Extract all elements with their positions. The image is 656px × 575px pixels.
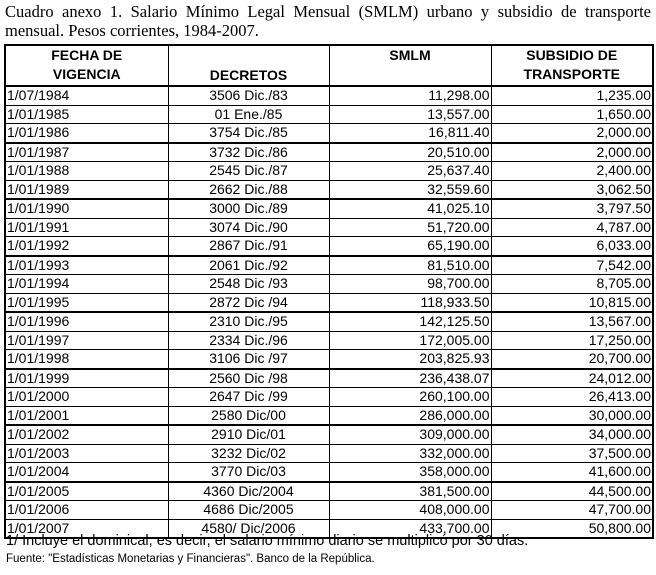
- subsidio-cell: 17,250.00: [491, 331, 653, 350]
- fecha-cell: 1/01/1988: [5, 162, 168, 181]
- fecha-cell: 1/01/1987: [5, 143, 168, 162]
- subsidio-cell: 3,062.50: [491, 180, 653, 199]
- header-smlm: SMLM: [329, 45, 491, 86]
- fecha-cell: 1/01/2003: [5, 444, 168, 463]
- fecha-cell: 1/01/1986: [5, 124, 168, 143]
- decreto-cell: 3074 Dic./90: [168, 218, 329, 237]
- subsidio-cell: 47,700.00: [491, 501, 653, 520]
- table-row: [5, 143, 653, 162]
- table-body: [5, 86, 653, 538]
- smlm-cell: 309,000.00: [329, 425, 491, 444]
- smlm-cell: 32,559.60: [329, 180, 491, 199]
- smlm-cell: 236,438.07: [329, 369, 491, 388]
- smlm-cell: 41,025.10: [329, 199, 491, 218]
- subsidio-cell: 41,600.00: [491, 463, 653, 482]
- smlm-cell: 25,637.40: [329, 162, 491, 181]
- fecha-cell: 1/01/2001: [5, 406, 168, 425]
- table-row: [5, 162, 653, 181]
- fecha-cell: 1/01/1993: [5, 256, 168, 275]
- table-row: [5, 199, 653, 218]
- table-row: [5, 444, 653, 463]
- table-row: [5, 124, 653, 143]
- subsidio-cell: 1,235.00: [491, 86, 653, 105]
- table-row: [5, 218, 653, 237]
- fecha-cell: 1/01/2006: [5, 501, 168, 520]
- table-row: [5, 501, 653, 520]
- table-row: [5, 406, 653, 425]
- fecha-cell: 1/01/1994: [5, 275, 168, 294]
- smlm-cell: 332,000.00: [329, 444, 491, 463]
- subsidio-cell: 20,700.00: [491, 350, 653, 369]
- subsidio-cell: 34,000.00: [491, 425, 653, 444]
- subsidio-cell: 24,012.00: [491, 369, 653, 388]
- subsidio-cell: 13,567.00: [491, 312, 653, 331]
- decreto-cell: 2310 Dic./95: [168, 312, 329, 331]
- fecha-cell: 1/01/1990: [5, 199, 168, 218]
- decreto-cell: 2334 Dic./96: [168, 331, 329, 350]
- subsidio-cell: 4,787.00: [491, 218, 653, 237]
- subsidio-cell: 2,400.00: [491, 162, 653, 181]
- decreto-cell: 2061 Dic./92: [168, 256, 329, 275]
- decreto-cell: 2867 Dic./91: [168, 237, 329, 256]
- smlm-cell: 51,720.00: [329, 218, 491, 237]
- fecha-cell: 1/01/2005: [5, 482, 168, 501]
- footnote: 1/ Incluye el dominical, es decir, el salario mínimo diario se multiplicó por 30 días.: [6, 533, 529, 549]
- table-row: [5, 369, 653, 388]
- subsidio-cell: 7,542.00: [491, 256, 653, 275]
- smlm-cell: 13,557.00: [329, 105, 491, 124]
- decreto-cell: 3754 Dic./85: [168, 124, 329, 143]
- decreto-cell: 01 Ene./85: [168, 105, 329, 124]
- fecha-cell: 1/01/1997: [5, 331, 168, 350]
- smlm-cell: 358,000.00: [329, 463, 491, 482]
- smlm-cell: 142,125.50: [329, 312, 491, 331]
- decreto-cell: 4686 Dic/2005: [168, 501, 329, 520]
- decreto-cell: 3506 Dic./83: [168, 86, 329, 105]
- table-row: [5, 275, 653, 294]
- decreto-cell: 3106 Dic /97: [168, 350, 329, 369]
- fecha-cell: 1/01/2000: [5, 388, 168, 407]
- smlm-cell: 286,000.00: [329, 406, 491, 425]
- table-row: [5, 256, 653, 275]
- fecha-cell: 1/01/1991: [5, 218, 168, 237]
- subsidio-cell: 37,500.00: [491, 444, 653, 463]
- decreto-cell: 2662 Dic./88: [168, 180, 329, 199]
- decreto-cell: 3732 Dic./86: [168, 143, 329, 162]
- fecha-cell: 1/01/2007: [5, 519, 168, 538]
- subsidio-cell: 30,000.00: [491, 406, 653, 425]
- fecha-cell: 1/01/1985: [5, 105, 168, 124]
- subsidio-cell: 1,650.00: [491, 105, 653, 124]
- table-row: [5, 463, 653, 482]
- decreto-cell: 4580/ Dic/2006: [168, 519, 329, 538]
- header-fecha: FECHA DE VIGENCIA: [5, 45, 168, 86]
- fecha-cell: 1/01/1992: [5, 237, 168, 256]
- smlm-table: [4, 44, 654, 539]
- decreto-cell: 2580 Dic/00: [168, 406, 329, 425]
- table-row: [5, 350, 653, 369]
- table-row: [5, 86, 653, 105]
- fecha-cell: 1/01/1998: [5, 350, 168, 369]
- table-row: [5, 293, 653, 312]
- table-row: [5, 482, 653, 501]
- subsidio-cell: 2,000.00: [491, 124, 653, 143]
- fecha-cell: 1/01/2004: [5, 463, 168, 482]
- smlm-cell: 203,825.93: [329, 350, 491, 369]
- decreto-cell: 3000 Dic./89: [168, 199, 329, 218]
- decreto-cell: 2548 Dic /93: [168, 275, 329, 294]
- table-row: [5, 331, 653, 350]
- decreto-cell: 4360 Dic/2004: [168, 482, 329, 501]
- fecha-cell: 1/01/1995: [5, 293, 168, 312]
- table-row: [5, 105, 653, 124]
- fecha-cell: 1/01/1989: [5, 180, 168, 199]
- table-row: [5, 237, 653, 256]
- smlm-cell: 81,510.00: [329, 256, 491, 275]
- smlm-cell: 118,933.50: [329, 293, 491, 312]
- smlm-cell: 381,500.00: [329, 482, 491, 501]
- smlm-cell: 433,700.00: [329, 519, 491, 538]
- header-subsidio: SUBSIDIO DE TRANSPORTE: [491, 45, 653, 86]
- table-row: [5, 180, 653, 199]
- smlm-cell: 408,000.00: [329, 501, 491, 520]
- decreto-cell: 2647 Dic /99: [168, 388, 329, 407]
- fecha-cell: 1/01/2002: [5, 425, 168, 444]
- decreto-cell: 2910 Dic/01: [168, 425, 329, 444]
- source-note: Fuente: "Estadísticas Monetarias y Financieras". Banco de la República.: [6, 553, 375, 565]
- subsidio-cell: 44,500.00: [491, 482, 653, 501]
- subsidio-cell: 26,413.00: [491, 388, 653, 407]
- header-decretos: DECRETOS: [168, 45, 329, 86]
- subsidio-cell: 2,000.00: [491, 143, 653, 162]
- table-caption: Cuadro anexo 1. Salario Mínimo Legal Mensual (SMLM) urbano y subsidio de transporte mensual. Pesos corrientes, 1984-2007.: [5, 2, 651, 40]
- smlm-cell: 172,005.00: [329, 331, 491, 350]
- fecha-cell: 1/07/1984: [5, 86, 168, 105]
- smlm-cell: 260,100.00: [329, 388, 491, 407]
- smlm-cell: 98,700.00: [329, 275, 491, 294]
- table-row: [5, 388, 653, 407]
- fecha-cell: 1/01/1999: [5, 369, 168, 388]
- table-row: [5, 312, 653, 331]
- smlm-cell: 16,811.40: [329, 124, 491, 143]
- decreto-cell: 2560 Dic /98: [168, 369, 329, 388]
- subsidio-cell: 8,705.00: [491, 275, 653, 294]
- decreto-cell: 2872 Dic /94: [168, 293, 329, 312]
- subsidio-cell: 10,815.00: [491, 293, 653, 312]
- smlm-cell: 11,298.00: [329, 86, 491, 105]
- decreto-cell: 3232 Dic/02: [168, 444, 329, 463]
- smlm-cell: 20,510.00: [329, 143, 491, 162]
- decreto-cell: 2545 Dic./87: [168, 162, 329, 181]
- smlm-cell: 65,190.00: [329, 237, 491, 256]
- decreto-cell: 3770 Dic/03: [168, 463, 329, 482]
- subsidio-cell: 50,800.00: [491, 519, 653, 538]
- table-row: [5, 425, 653, 444]
- header-row: [5, 45, 653, 86]
- subsidio-cell: 6,033.00: [491, 237, 653, 256]
- subsidio-cell: 3,797.50: [491, 199, 653, 218]
- fecha-cell: 1/01/1996: [5, 312, 168, 331]
